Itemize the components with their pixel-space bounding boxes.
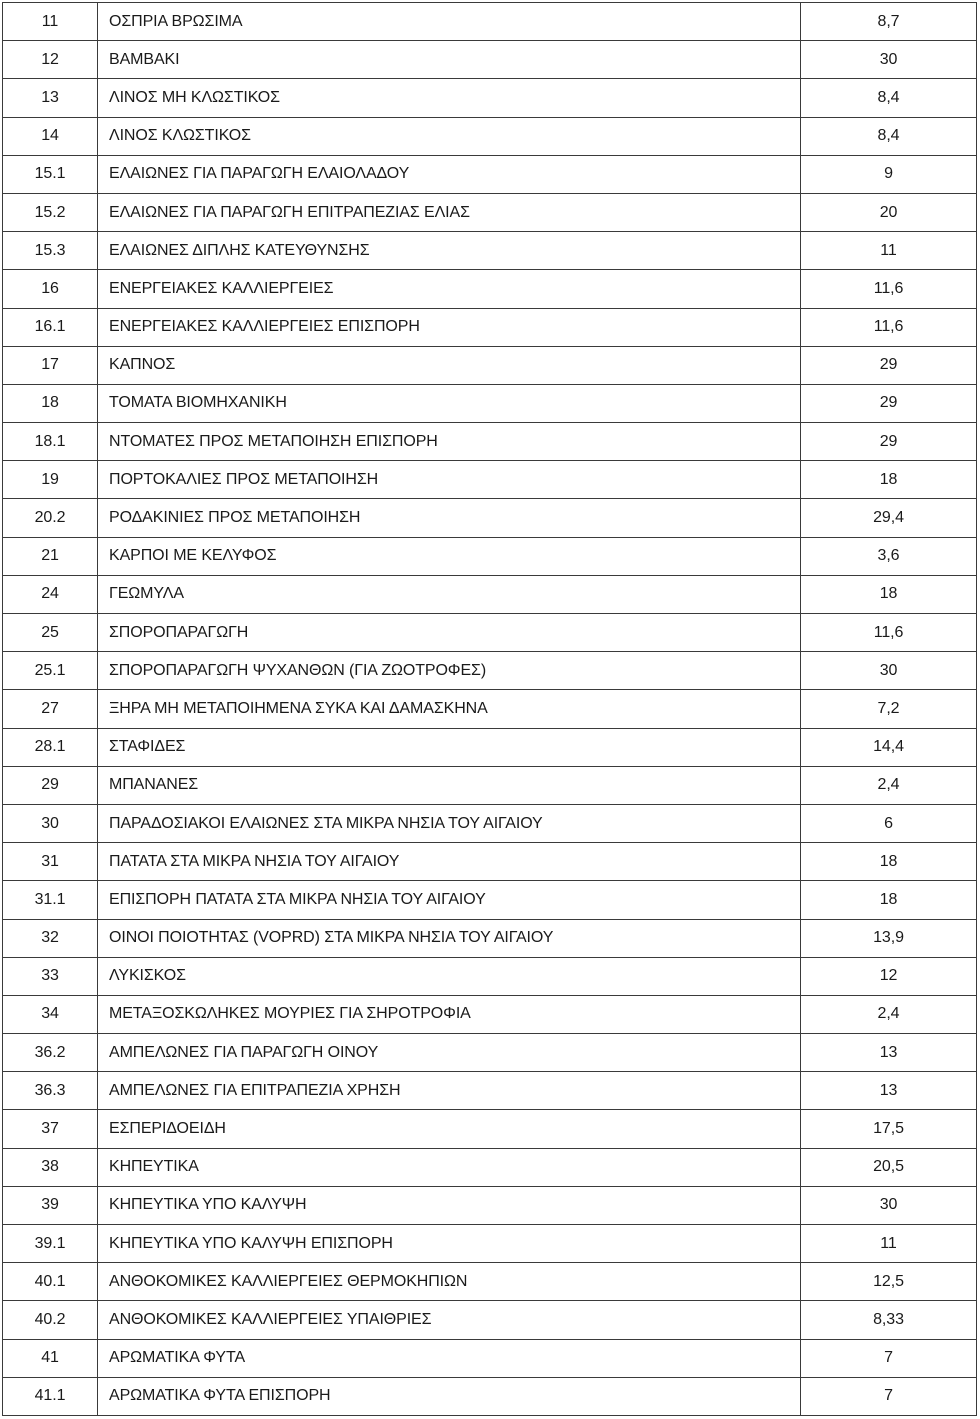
crop-name-cell: ΛΙΝΟΣ ΜΗ ΚΛΩΣΤΙΚΟΣ	[98, 79, 801, 117]
table-row	[3, 423, 977, 461]
crop-name-cell: ΛΙΝΟΣ ΚΛΩΣΤΙΚΟΣ	[98, 117, 801, 155]
crop-code-cell: 31	[3, 843, 98, 881]
crop-code-cell: 12	[3, 41, 98, 79]
crop-name-cell: ΕΣΠΕΡΙΔΟΕΙΔΗ	[98, 1110, 801, 1148]
crop-name-cell: ΑΝΘΟΚΟΜΙΚΕΣ ΚΑΛΛΙΕΡΓΕΙΕΣ ΘΕΡΜΟΚΗΠΙΩΝ	[98, 1263, 801, 1301]
crop-name-cell: ΕΠΙΣΠΟΡΗ ΠΑΤΑΤΑ ΣΤΑ ΜΙΚΡΑ ΝΗΣΙΑ ΤΟΥ ΑΙΓΑΙΟΥ	[98, 881, 801, 919]
crop-value-cell: 29	[801, 346, 977, 384]
crop-code-cell: 17	[3, 346, 98, 384]
table-row	[3, 614, 977, 652]
crop-value-cell: 7	[801, 1377, 977, 1415]
crop-name-cell: ΞΗΡΑ ΜΗ ΜΕΤΑΠΟΙΗΜΕΝΑ ΣΥΚΑ ΚΑΙ ΔΑΜΑΣΚΗΝΑ	[98, 690, 801, 728]
crop-value-cell: 18	[801, 881, 977, 919]
crop-value-cell: 18	[801, 461, 977, 499]
crop-value-cell: 17,5	[801, 1110, 977, 1148]
crop-value-cell: 12	[801, 957, 977, 995]
table-row	[3, 1110, 977, 1148]
crop-value-cell: 20	[801, 193, 977, 231]
crop-value-cell: 3,6	[801, 537, 977, 575]
crop-value-cell: 30	[801, 1186, 977, 1224]
crop-name-cell: ΓΕΩΜΥΛΑ	[98, 575, 801, 613]
crop-value-cell: 13	[801, 1072, 977, 1110]
crop-name-cell: ΠΑΤΑΤΑ ΣΤΑ ΜΙΚΡΑ ΝΗΣΙΑ ΤΟΥ ΑΙΓΑΙΟΥ	[98, 843, 801, 881]
table-row	[3, 384, 977, 422]
table-row	[3, 1186, 977, 1224]
table-row	[3, 1377, 977, 1415]
crop-name-cell: ΟΙΝΟΙ ΠΟΙΟΤΗΤΑΣ (VOPRD) ΣΤΑ ΜΙΚΡΑ ΝΗΣΙΑ ΤΟΥ ΑΙΓΑΙΟΥ	[98, 919, 801, 957]
crop-name-cell: ΟΣΠΡΙΑ ΒΡΩΣΙΜΑ	[98, 3, 801, 41]
crop-table	[2, 2, 977, 1416]
crop-name-cell: ΚΑΡΠΟΙ ΜΕ ΚΕΛΥΦΟΣ	[98, 537, 801, 575]
crop-name-cell: ΕΛΑΙΩΝΕΣ ΓΙΑ ΠΑΡΑΓΩΓΗ ΕΠΙΤΡΑΠΕΖΙΑΣ ΕΛΙΑΣ	[98, 193, 801, 231]
crop-code-cell: 33	[3, 957, 98, 995]
crop-name-cell: ΣΤΑΦΙΔΕΣ	[98, 728, 801, 766]
crop-code-cell: 30	[3, 804, 98, 842]
crop-value-cell: 30	[801, 652, 977, 690]
table-row	[3, 1034, 977, 1072]
crop-name-cell: ΕΛΑΙΩΝΕΣ ΓΙΑ ΠΑΡΑΓΩΓΗ ΕΛΑΙΟΛΑΔΟΥ	[98, 155, 801, 193]
table-row	[3, 575, 977, 613]
crop-value-cell: 8,33	[801, 1301, 977, 1339]
table-row	[3, 766, 977, 804]
table-row	[3, 1072, 977, 1110]
crop-value-cell: 8,7	[801, 3, 977, 41]
crop-name-cell: ΠΟΡΤΟΚΑΛΙΕΣ ΠΡΟΣ ΜΕΤΑΠΟΙΗΣΗ	[98, 461, 801, 499]
crop-name-cell: ΠΑΡΑΔΟΣΙΑΚΟΙ ΕΛΑΙΩΝΕΣ ΣΤΑ ΜΙΚΡΑ ΝΗΣΙΑ ΤΟΥ ΑΙΓΑΙΟΥ	[98, 804, 801, 842]
crop-name-cell: ΜΠΑΝΑΝΕΣ	[98, 766, 801, 804]
table-row	[3, 41, 977, 79]
crop-code-cell: 31.1	[3, 881, 98, 919]
crop-code-cell: 29	[3, 766, 98, 804]
table-row	[3, 804, 977, 842]
crop-code-cell: 36.2	[3, 1034, 98, 1072]
crop-code-cell: 15.2	[3, 193, 98, 231]
table-row	[3, 995, 977, 1033]
table-row	[3, 461, 977, 499]
crop-value-cell: 11,6	[801, 270, 977, 308]
crop-code-cell: 25	[3, 614, 98, 652]
crop-name-cell: ΑΡΩΜΑΤΙΚΑ ΦΥΤΑ ΕΠΙΣΠΟΡΗ	[98, 1377, 801, 1415]
crop-value-cell: 13	[801, 1034, 977, 1072]
crop-name-cell: ΕΝΕΡΓΕΙΑΚΕΣ ΚΑΛΛΙΕΡΓΕΙΕΣ ΕΠΙΣΠΟΡΗ	[98, 308, 801, 346]
crop-name-cell: ΑΜΠΕΛΩΝΕΣ ΓΙΑ ΕΠΙΤΡΑΠΕΖΙΑ ΧΡΗΣΗ	[98, 1072, 801, 1110]
crop-name-cell: ΕΝΕΡΓΕΙΑΚΕΣ ΚΑΛΛΙΕΡΓΕΙΕΣ	[98, 270, 801, 308]
table-row	[3, 346, 977, 384]
crop-name-cell: ΣΠΟΡΟΠΑΡΑΓΩΓΗ ΨΥΧΑΝΘΩΝ (ΓΙΑ ΖΩΟΤΡΟΦΕΣ)	[98, 652, 801, 690]
crop-code-cell: 25.1	[3, 652, 98, 690]
crop-name-cell: ΑΝΘΟΚΟΜΙΚΕΣ ΚΑΛΛΙΕΡΓΕΙΕΣ ΥΠΑΙΘΡΙΕΣ	[98, 1301, 801, 1339]
table-row	[3, 957, 977, 995]
table-row	[3, 537, 977, 575]
crop-value-cell: 29	[801, 384, 977, 422]
crop-code-cell: 36.3	[3, 1072, 98, 1110]
crop-name-cell: ΚΗΠΕΥΤΙΚΑ ΥΠΟ ΚΑΛΥΨΗ	[98, 1186, 801, 1224]
table-row	[3, 499, 977, 537]
crop-value-cell: 14,4	[801, 728, 977, 766]
table-row	[3, 3, 977, 41]
crop-value-cell: 29,4	[801, 499, 977, 537]
crop-code-cell: 21	[3, 537, 98, 575]
crop-value-cell: 13,9	[801, 919, 977, 957]
crop-name-cell: ΑΜΠΕΛΩΝΕΣ ΓΙΑ ΠΑΡΑΓΩΓΗ ΟΙΝΟΥ	[98, 1034, 801, 1072]
crop-value-cell: 2,4	[801, 766, 977, 804]
crop-code-cell: 19	[3, 461, 98, 499]
crop-name-cell: ΜΕΤΑΞΟΣΚΩΛΗΚΕΣ ΜΟΥΡΙΕΣ ΓΙΑ ΣΗΡΟΤΡΟΦΙΑ	[98, 995, 801, 1033]
table-row	[3, 919, 977, 957]
table-row	[3, 79, 977, 117]
crop-code-cell: 41.1	[3, 1377, 98, 1415]
table-row	[3, 1225, 977, 1263]
crop-code-cell: 40.1	[3, 1263, 98, 1301]
crop-code-cell: 27	[3, 690, 98, 728]
table-row	[3, 881, 977, 919]
crop-name-cell: ΑΡΩΜΑΤΙΚΑ ΦΥΤΑ	[98, 1339, 801, 1377]
crop-code-cell: 24	[3, 575, 98, 613]
table-row	[3, 843, 977, 881]
crop-code-cell: 11	[3, 3, 98, 41]
crop-value-cell: 9	[801, 155, 977, 193]
crop-code-cell: 13	[3, 79, 98, 117]
crop-code-cell: 20.2	[3, 499, 98, 537]
crop-value-cell: 29	[801, 423, 977, 461]
crop-name-cell: ΕΛΑΙΩΝΕΣ ΔΙΠΛΗΣ ΚΑΤΕΥΘΥΝΣΗΣ	[98, 232, 801, 270]
crop-name-cell: ΡΟΔΑΚΙΝΙΕΣ ΠΡΟΣ ΜΕΤΑΠΟΙΗΣΗ	[98, 499, 801, 537]
table-row	[3, 1301, 977, 1339]
crop-code-cell: 28.1	[3, 728, 98, 766]
crop-value-cell: 12,5	[801, 1263, 977, 1301]
crop-value-cell: 6	[801, 804, 977, 842]
table-row	[3, 652, 977, 690]
crop-name-cell: ΣΠΟΡΟΠΑΡΑΓΩΓΗ	[98, 614, 801, 652]
crop-value-cell: 11	[801, 1225, 977, 1263]
table-row	[3, 690, 977, 728]
table-row	[3, 1263, 977, 1301]
crop-value-cell: 11,6	[801, 614, 977, 652]
crop-name-cell: ΚΑΠΝΟΣ	[98, 346, 801, 384]
crop-value-cell: 20,5	[801, 1148, 977, 1186]
crop-code-cell: 38	[3, 1148, 98, 1186]
table-row	[3, 155, 977, 193]
table-row	[3, 232, 977, 270]
crop-code-cell: 40.2	[3, 1301, 98, 1339]
crop-code-cell: 34	[3, 995, 98, 1033]
crop-value-cell: 2,4	[801, 995, 977, 1033]
table-row	[3, 1339, 977, 1377]
table-row	[3, 270, 977, 308]
crop-name-cell: ΛΥΚΙΣΚΟΣ	[98, 957, 801, 995]
crop-value-cell: 18	[801, 575, 977, 613]
crop-value-cell: 11	[801, 232, 977, 270]
table-row	[3, 728, 977, 766]
crop-value-cell: 8,4	[801, 79, 977, 117]
table-row	[3, 117, 977, 155]
crop-name-cell: ΤΟΜΑΤΑ ΒΙΟΜΗΧΑΝΙΚΗ	[98, 384, 801, 422]
crop-code-cell: 14	[3, 117, 98, 155]
crop-code-cell: 16	[3, 270, 98, 308]
table-row	[3, 308, 977, 346]
crop-name-cell: ΒΑΜΒΑΚΙ	[98, 41, 801, 79]
crop-value-cell: 18	[801, 843, 977, 881]
table-row	[3, 1148, 977, 1186]
crop-code-cell: 18.1	[3, 423, 98, 461]
crop-code-cell: 32	[3, 919, 98, 957]
crop-code-cell: 16.1	[3, 308, 98, 346]
crop-code-cell: 37	[3, 1110, 98, 1148]
crop-name-cell: ΚΗΠΕΥΤΙΚΑ ΥΠΟ ΚΑΛΥΨΗ ΕΠΙΣΠΟΡΗ	[98, 1225, 801, 1263]
crop-name-cell: ΝΤΟΜΑΤΕΣ ΠΡΟΣ ΜΕΤΑΠΟΙΗΣΗ ΕΠΙΣΠΟΡΗ	[98, 423, 801, 461]
crop-code-cell: 39.1	[3, 1225, 98, 1263]
crop-code-cell: 15.1	[3, 155, 98, 193]
crop-code-cell: 39	[3, 1186, 98, 1224]
crop-value-cell: 30	[801, 41, 977, 79]
crop-code-cell: 15.3	[3, 232, 98, 270]
crop-value-cell: 7	[801, 1339, 977, 1377]
crop-value-cell: 8,4	[801, 117, 977, 155]
crop-code-cell: 41	[3, 1339, 98, 1377]
crop-value-cell: 7,2	[801, 690, 977, 728]
crop-table-body	[3, 3, 977, 1416]
table-row	[3, 193, 977, 231]
crop-code-cell: 18	[3, 384, 98, 422]
crop-value-cell: 11,6	[801, 308, 977, 346]
crop-name-cell: ΚΗΠΕΥΤΙΚΑ	[98, 1148, 801, 1186]
